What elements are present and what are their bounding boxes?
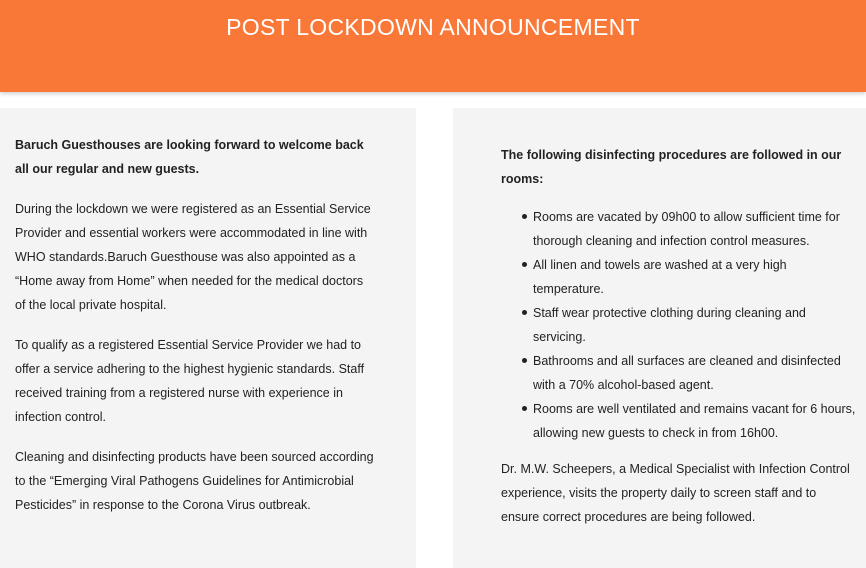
procedures-heading: The following disinfecting procedures are followed in our rooms: [501,148,842,186]
page-title: POST LOCKDOWN ANNOUNCEMENT [226,14,640,40]
products-paragraph: Cleaning and disinfecting products have been sourced according to the “Emerging Viral Pathogens Guidelines for Antimicrobial Pesticides” in response to the Corona Virus outbreak. [15,450,374,512]
list-item: All linen and towels are washed at a very high temperature. [533,253,857,301]
qualification-paragraph: To qualify as a registered Essential Service Provider we had to offer a service adhering to the highest hygienic standards. Staff received training from a registered nurse with experience in infection control. [15,338,365,424]
lockdown-paragraph: During the lockdown we were registered as an Essential Service Provider and essential workers were accommodated in line with WHO standards.Baruch Guesthouse was also appointed as a “Home away from Home” when needed for the medical doctors of the local private hospital. [15,202,371,312]
list-item: Staff wear protective clothing during cleaning and servicing. [533,301,857,349]
procedures-list [501,205,857,445]
announcement-header [0,0,866,92]
list-item: Rooms are well ventilated and remains vacant for 6 hours, allowing new guests to check in from 16h00. [533,397,857,445]
right-column-text [501,143,857,545]
list-item: Bathrooms and all surfaces are cleaned and disinfected with a 70% alcohol-based agent. [533,349,857,397]
closing-paragraph: Dr. M.W. Scheepers, a Medical Specialist with Infection Control experience, visits the property daily to screen staff and to ensure correct procedures are being followed. [501,462,850,524]
left-column-text [15,133,375,533]
intro-paragraph: Baruch Guesthouses are looking forward to welcome back all our regular and new guests. [15,138,364,176]
list-item: Rooms are vacated by 09h00 to allow sufficient time for thorough cleaning and infection control measures. [533,205,857,253]
